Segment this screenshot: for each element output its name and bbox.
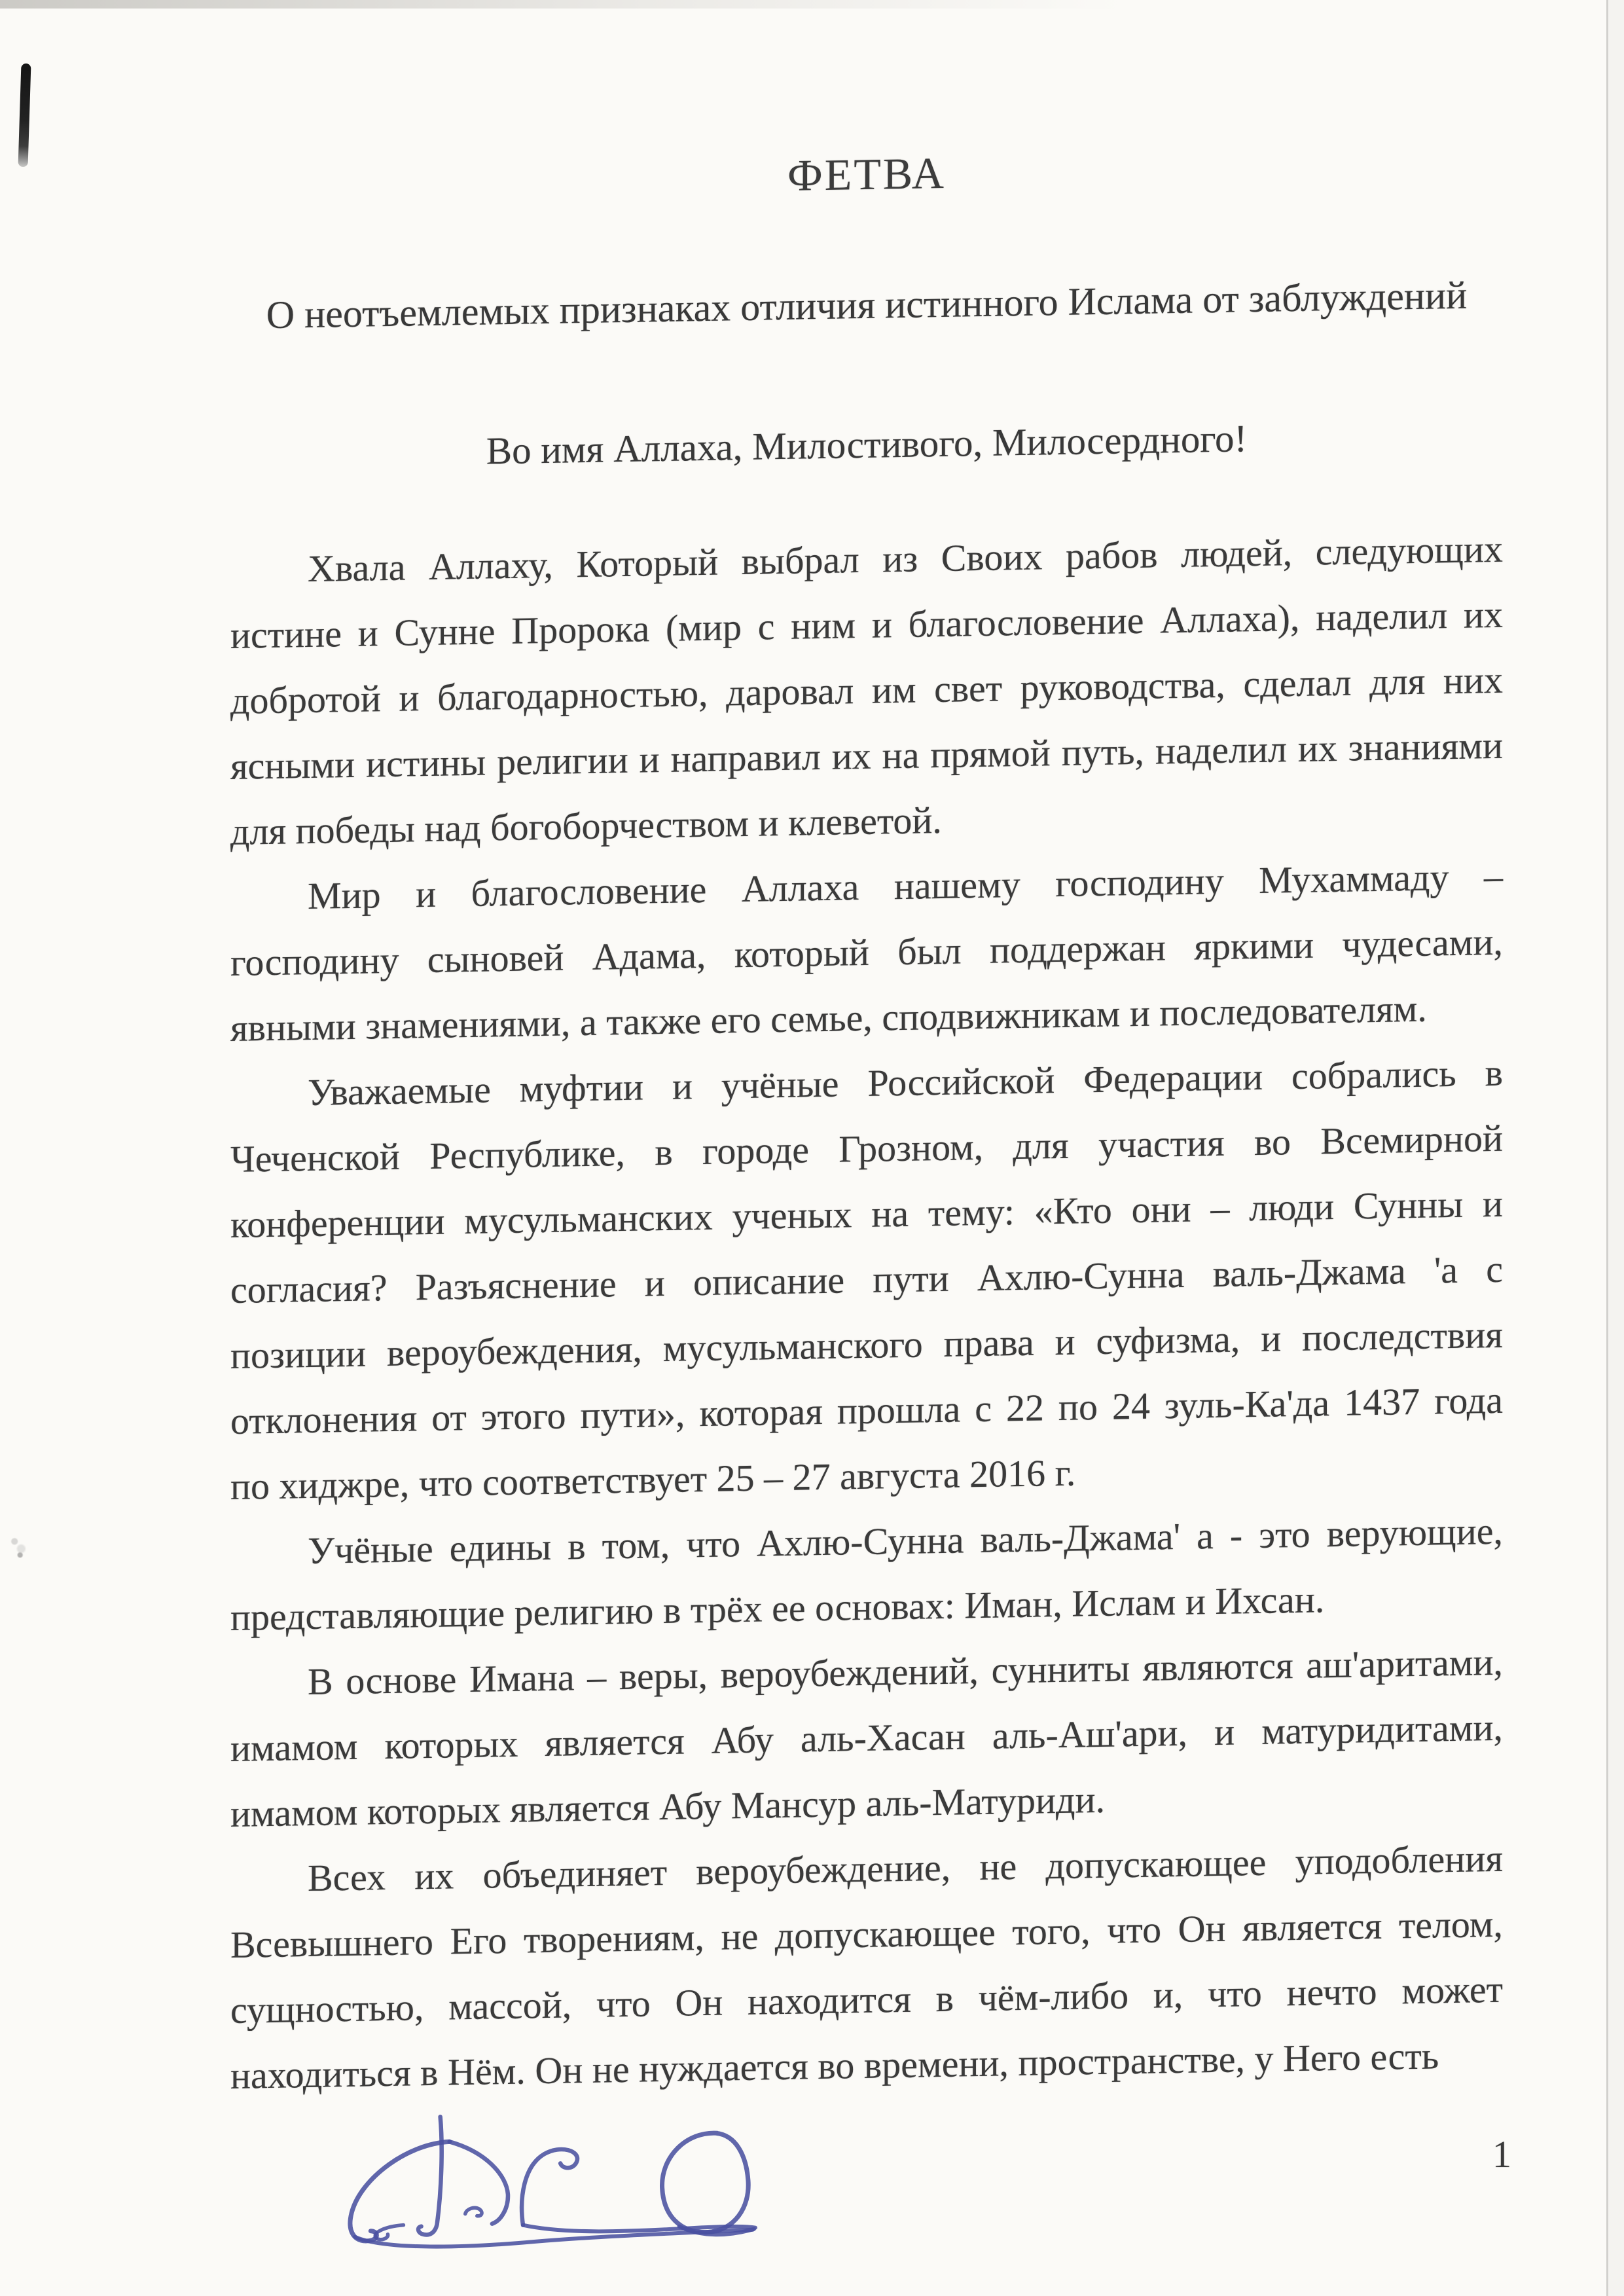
- body-line: истине и Сунне Пророка (мир с ним и благословение Аллаха), наделил их: [230, 592, 1503, 657]
- body-line: позиции вероубеждения, мусульманского права и суфизма, и последствия: [230, 1313, 1503, 1377]
- body-line: Всех их объединяет вероубеждение, не допускающее уподобления: [308, 1836, 1503, 1900]
- body-line: имамом которых является Абу Мансур аль-Матуриди.: [230, 1777, 1106, 1835]
- body-line: согласия? Разъяснение и описание пути Ахлю-Сунна валь-Джама 'а с: [230, 1247, 1503, 1311]
- scan-smudge-artifact: [8, 1537, 30, 1558]
- basmala-line: Во имя Аллаха, Милостивого, Милосердного!: [486, 416, 1248, 473]
- body-line: сущностью, массой, что Он находится в чём-либо и, что нечто может: [230, 1967, 1503, 2032]
- document-content: [230, 0, 1503, 2296]
- body-line: В основе Имана – веры, вероубеждений, сунниты являются аш'аритами,: [308, 1640, 1503, 1704]
- body-line: ясными истины религии и направил их на прямой путь, наделил их знаниями: [230, 723, 1503, 788]
- body-line: добротой и благодарностью, даровал им свет руководства, сделал для них: [230, 658, 1503, 722]
- body-line: по хиджре, что соответствует 25 – 27 августа 2016 г.: [230, 1451, 1076, 1508]
- page-number: 1: [1492, 2133, 1511, 2176]
- body-line: Мир и благословение Аллаха нашему господину Мухаммаду –: [308, 854, 1503, 918]
- body-line: Всевышнего Его творениям, не допускающее того, что Он является телом,: [230, 1902, 1503, 1966]
- signature-blue-ink: [293, 2113, 759, 2256]
- body-line: Чеченской Республике, в городе Грозном, для участия во Всемирной: [230, 1116, 1503, 1180]
- body-line: Уважаемые муфтии и учёные Российской Федерации собрались в: [308, 1051, 1503, 1114]
- scan-right-edge-line: [1606, 0, 1608, 2296]
- body-line: имамом которых является Абу аль-Хасан аль-Аш'ари, и матуридитами,: [230, 1705, 1503, 1770]
- scan-black-mark-artifact: [18, 64, 31, 167]
- body-line: представляющие религию в трёх ее основах: Иман, Ислам и Ихсан.: [230, 1578, 1325, 1639]
- body-line: для победы над богоборчеством и клеветой.: [230, 798, 942, 853]
- body-line: господину сыновей Адама, который был поддержан яркими чудесами,: [230, 920, 1503, 984]
- body-line: конференции мусульманских ученых на тему: «Кто они – люди Сунны и: [230, 1182, 1503, 1246]
- body-line: отклонения от этого пути», которая прошла с 22 по 24 зуль-Ка'да 1437 года: [230, 1378, 1503, 1442]
- document-body: [230, 517, 1503, 2109]
- body-line: явными знамениями, а также его семье, сподвижникам и последователям.: [230, 987, 1427, 1049]
- body-line: Учёные едины в том, что Ахлю-Сунна валь-Джама' а - это верующие,: [308, 1509, 1503, 1573]
- scan-right-edge-strip: [1608, 0, 1624, 2296]
- document-title: ФЕТВА: [787, 147, 946, 200]
- body-line: Хвала Аллаху, Который выбрал из Своих рабов людей, следующих: [308, 527, 1503, 591]
- document-subtitle: О неотъемлемых признаках отличия истинного Ислама от заблуждений: [266, 273, 1468, 337]
- body-line: находиться в Нём. Он не нуждается во времени, пространстве, у Него есть: [230, 2034, 1439, 2097]
